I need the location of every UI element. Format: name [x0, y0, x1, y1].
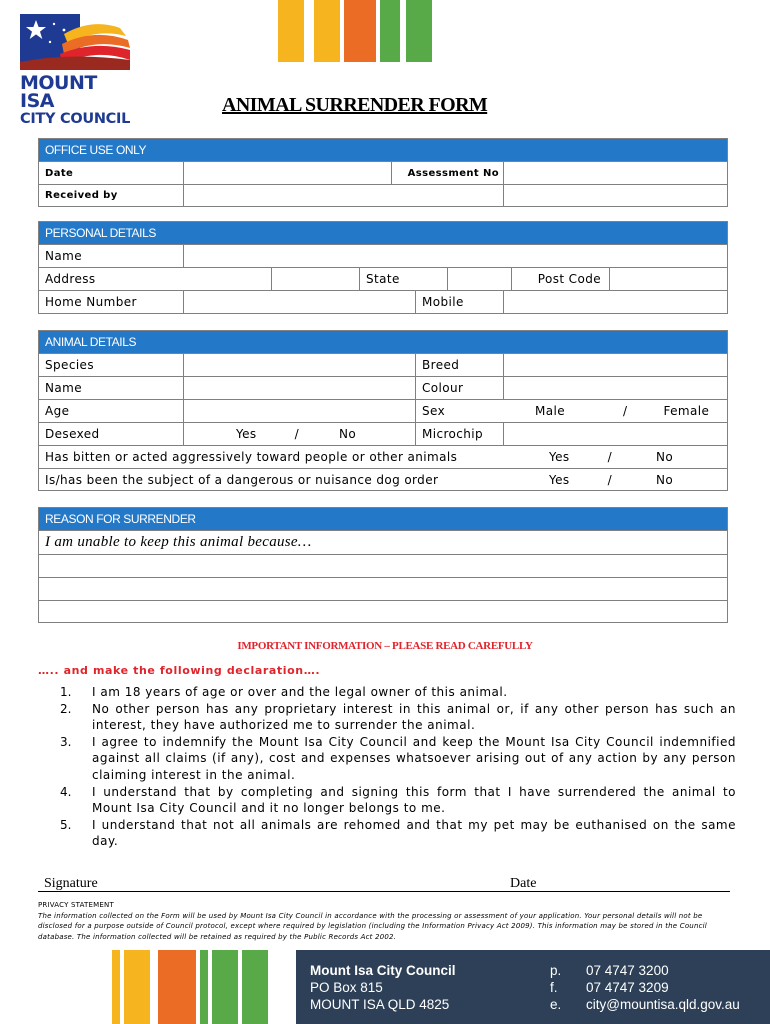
sex-options — [503, 400, 727, 422]
desexed-separator: / — [294, 427, 300, 441]
dangerous-no-option[interactable]: No — [656, 472, 674, 487]
mobile-label: Mobile — [415, 291, 503, 313]
important-info-heading: IMPORTANT INFORMATION – PLEASE READ CAREFULLY — [237, 640, 533, 652]
species-field[interactable] — [183, 354, 415, 376]
signature-date-label: Date — [510, 876, 537, 891]
reason-line-2[interactable] — [39, 555, 727, 577]
privacy-heading: PRIVACY STATEMENT — [38, 901, 114, 909]
personal-name-field[interactable] — [183, 245, 727, 267]
sex-label: Sex — [415, 400, 503, 422]
footer-color-bars — [112, 950, 268, 1024]
bitten-options — [503, 446, 727, 468]
logo-line-2: CITY COUNCIL — [20, 111, 131, 127]
microchip-label: Microchip — [415, 423, 503, 445]
received-by-field-2[interactable] — [503, 185, 727, 206]
sex-male-option[interactable]: Male — [535, 404, 566, 418]
state-label: State — [359, 268, 447, 290]
microchip-field[interactable] — [503, 423, 727, 445]
logo-emblem-icon — [20, 14, 132, 76]
species-label: Species — [45, 358, 94, 372]
personal-name-label: Name — [45, 249, 83, 263]
declaration-item: 1. I am 18 years of age or over and the legal owner of this animal. — [60, 685, 508, 699]
header-color-bars — [278, 0, 432, 62]
assessment-no-label: Assessment No — [391, 162, 503, 184]
desexed-options — [183, 423, 415, 445]
logo-line-1: MOUNT ISA — [20, 72, 97, 112]
home-number-label: Home Number — [45, 295, 137, 309]
address-field[interactable] — [271, 268, 359, 290]
dangerous-dog-options — [503, 469, 727, 490]
reason-line-4[interactable] — [39, 601, 727, 622]
colour-label: Colour — [415, 377, 503, 399]
reason-header: REASON FOR SURRENDER — [39, 508, 727, 530]
footer-contact-panel — [296, 950, 770, 1024]
footer-email-link[interactable]: city@mountisa.qld.gov.au — [586, 997, 740, 1012]
bitten-question-label: Has bitten or acted aggressively toward people or other animals — [45, 450, 458, 464]
animal-name-label: Name — [45, 381, 83, 395]
animal-details-section — [38, 330, 728, 491]
office-use-section — [38, 138, 728, 207]
breed-field[interactable] — [503, 354, 727, 376]
bitten-no-option[interactable]: No — [656, 450, 674, 464]
home-number-field[interactable] — [183, 291, 415, 313]
privacy-statement — [38, 900, 732, 942]
mobile-field[interactable] — [503, 291, 727, 313]
footer-org-name: Mount Isa City Council — [310, 963, 456, 978]
office-date-field[interactable] — [183, 162, 391, 184]
colour-field[interactable] — [503, 377, 727, 399]
received-by-label: Received by — [45, 190, 118, 201]
assessment-no-field[interactable] — [503, 162, 727, 184]
age-field[interactable] — [183, 400, 415, 422]
declaration-list — [60, 684, 736, 850]
bitten-separator: / — [607, 450, 613, 464]
footer-fax[interactable]: 07 4747 3209 — [586, 980, 669, 995]
reason-section — [38, 507, 728, 623]
desexed-yes-option[interactable]: Yes — [236, 427, 257, 441]
council-logo — [20, 14, 132, 127]
age-label: Age — [45, 404, 70, 418]
footer-city: MOUNT ISA QLD 4825 — [310, 997, 450, 1012]
personal-details-section — [38, 221, 728, 314]
declaration-intro: ….. and make the following declaration…. — [38, 664, 321, 677]
state-field[interactable] — [447, 268, 511, 290]
animal-details-header: ANIMAL DETAILS — [39, 331, 727, 353]
dangerous-dog-question-label: Is/has been the subject of a dangerous or nuisance dog order — [45, 472, 439, 487]
reason-line-1[interactable]: I am unable to keep this animal because… — [45, 534, 312, 550]
received-by-field[interactable] — [183, 185, 503, 206]
dangerous-separator: / — [607, 472, 613, 487]
breed-label: Breed — [415, 354, 503, 376]
privacy-text: The information collected on the Form will be used by Mount Isa City Council in accordance with the processing or assessment of your application. Your personal details will not be disclosed for a purpose outside of Council protocol, except where required by legislation (including the Information Privacy Act 2009). This information may be stored in the Council database. The information collected will be retained as required by the Public Records Act 2002. — [38, 911, 707, 941]
signature-label: Signature — [44, 876, 98, 891]
footer-email-label: e. — [550, 997, 562, 1012]
sex-female-option[interactable]: Female — [663, 404, 710, 418]
declaration-item: 3. I agree to indemnify the Mount Isa City Council and keep the Mount Isa City Council indemnified against all claims (if any), cost and expenses whatsoever arising out of any action by any person claiming interest in the animal. — [60, 734, 736, 782]
footer-fax-label: f. — [550, 980, 558, 995]
animal-name-field[interactable] — [183, 377, 415, 399]
reason-line-3[interactable] — [39, 578, 727, 600]
sex-separator: / — [623, 404, 628, 418]
dangerous-yes-option[interactable]: Yes — [549, 472, 570, 487]
desexed-label: Desexed — [45, 427, 100, 441]
post-code-field[interactable] — [609, 268, 667, 290]
personal-details-header: PERSONAL DETAILS — [39, 222, 727, 244]
form-title: ANIMAL SURRENDER FORM — [222, 94, 488, 116]
footer-phone[interactable]: 07 4747 3200 — [586, 963, 669, 978]
footer — [0, 950, 770, 1024]
address-label: Address — [45, 272, 96, 286]
desexed-no-option[interactable]: No — [339, 427, 357, 441]
post-code-label: Post Code — [511, 268, 609, 290]
footer-po-box: PO Box 815 — [310, 980, 383, 995]
declaration-item: 2. No other person has any proprietary interest in this animal or, if any other person has such an interest, they have authorized me to surrender the animal. — [60, 701, 736, 733]
office-date-label: Date — [45, 167, 74, 179]
footer-phone-label: p. — [550, 963, 562, 978]
declaration-item: 5. I understand that not all animals are rehomed and that my pet may be euthanised on the same day. — [60, 817, 736, 849]
office-use-header: OFFICE USE ONLY — [39, 139, 727, 161]
bitten-yes-option[interactable]: Yes — [549, 450, 570, 464]
signature-date-line[interactable] — [38, 876, 730, 892]
declaration-item: 4. I understand that by completing and signing this form that I have surrendered the animal to Mount Isa City Council and it no longer belongs to me. — [60, 784, 736, 816]
